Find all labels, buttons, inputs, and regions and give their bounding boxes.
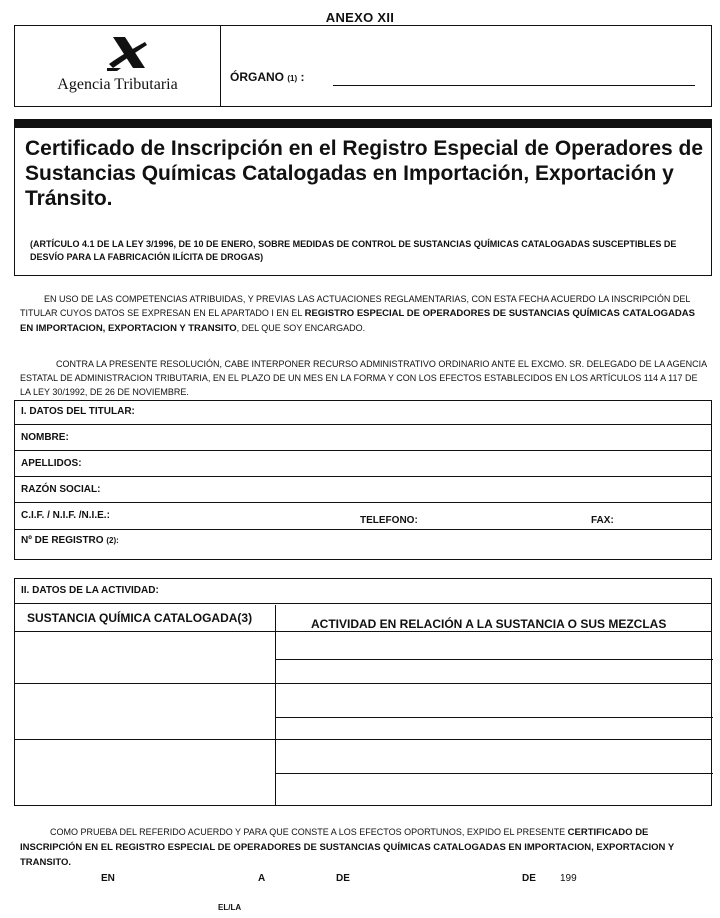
titular-section bbox=[14, 400, 712, 560]
header-box bbox=[14, 25, 712, 107]
organo-field[interactable] bbox=[333, 85, 695, 86]
organo-label: ÓRGANO (1) : bbox=[230, 70, 305, 84]
column-actividad: ACTIVIDAD EN RELACIÓN A LA SUSTANCIA O SUS MEZCLAS bbox=[311, 617, 667, 631]
year-prefix: 199 bbox=[560, 873, 577, 884]
cif-label: C.I.F. / N.I.F. /N.I.E.: bbox=[21, 510, 110, 521]
signer-label: EL/LA bbox=[218, 903, 242, 912]
logo-cell bbox=[15, 26, 221, 106]
titular-heading: I. DATOS DEL TITULAR: bbox=[21, 406, 135, 417]
title-box bbox=[14, 119, 712, 276]
intro-paragraph-1: EN USO DE LAS COMPETENCIAS ATRIBUIDAS, Y PREVIAS LAS ACTUACIONES REGLAMENTARIAS, CON ESTA FECHA ACUERDO LA INSCRIPCIÓN DEL TITULAR CUYOS DATOS SE EXPRESAN EN EL APARTADO I EN EL REGISTRO ESPECIAL DE OPERADORES DE SUSTANCIAS QUÍMICAS CATALOGADAS EN IMPORTACION, EXPORTACION Y TRANSITO, DEL QUE SOY ENCARGADO. bbox=[20, 294, 695, 334]
column-sustancia: SUSTANCIA QUÍMICA CATALOGADA(3) bbox=[27, 611, 253, 625]
closing-paragraph: COMO PRUEBA DEL REFERIDO ACUERDO Y PARA QUE CONSTE A LOS EFECTOS OPORTUNOS, EXPIDO EL PRESENTE CERTIFICADO DE INSCRIPCIÓN EN EL REGISTRO ESPECIAL DE OPERADORES DE SUSTANCIAS QUÍMICAS CATALOGADAS EN IMPORTACION, EXPORTACION Y TRANSITO. bbox=[20, 827, 674, 868]
intro-paragraph-2: CONTRA LA PRESENTE RESOLUCIÓN, CABE INTERPONER RECURSO ADMINISTRATIVO ORDINARIO ANTE EL EXCMO. SR. DELEGADO DE LA AGENCIA ESTATAL DE ADMINISTRACION TRIBUTARIA, EN EL PLAZO DE UN MES EN LA FORMA Y CON LOS EFECTOS ESTABLECIDOS EN LOS ARTÍCULOS 114 A 117 DE LA LEY 30/1992, DE 26 DE NOVIEMBRE. bbox=[20, 359, 707, 397]
actividad-section bbox=[14, 578, 712, 806]
agency-logo-icon bbox=[105, 34, 151, 72]
day-label: A bbox=[258, 873, 266, 884]
actividad-heading: II. DATOS DE LA ACTIVIDAD: bbox=[21, 585, 159, 596]
year-label: DE bbox=[522, 873, 536, 884]
article-reference: (ARTÍCULO 4.1 DE LA LEY 3/1996, DE 10 DE ENERO, SOBRE MEDIDAS DE CONTROL DE SUSTANCIAS QUÍMICAS CATALOGADAS SUSCEPTIBLES DE DESVÍO PARA LA FABRICACIÓN ILÍCITA DE DROGAS) bbox=[30, 239, 677, 262]
razon-social-label: RAZÓN SOCIAL: bbox=[21, 484, 101, 495]
title-top-bar bbox=[15, 120, 711, 128]
agency-name: Agencia Tributaria bbox=[57, 76, 178, 93]
place-label: EN bbox=[101, 873, 115, 884]
annex-title: ANEXO XII bbox=[325, 10, 395, 25]
month-label: DE bbox=[336, 873, 350, 884]
nombre-label: NOMBRE: bbox=[21, 432, 69, 443]
telefono-label: TELEFONO: bbox=[360, 515, 418, 526]
registro-label: Nº DE REGISTRO (2): bbox=[21, 535, 119, 546]
certificate-title: Certificado de Inscripción en el Registro Especial de Operadores de Sustancias Químicas Catalogadas en Importación, Exportación y Tránsito. bbox=[25, 137, 704, 210]
apellidos-label: APELLIDOS: bbox=[21, 458, 82, 469]
column-divider bbox=[275, 605, 276, 805]
fax-label: FAX: bbox=[591, 515, 614, 526]
